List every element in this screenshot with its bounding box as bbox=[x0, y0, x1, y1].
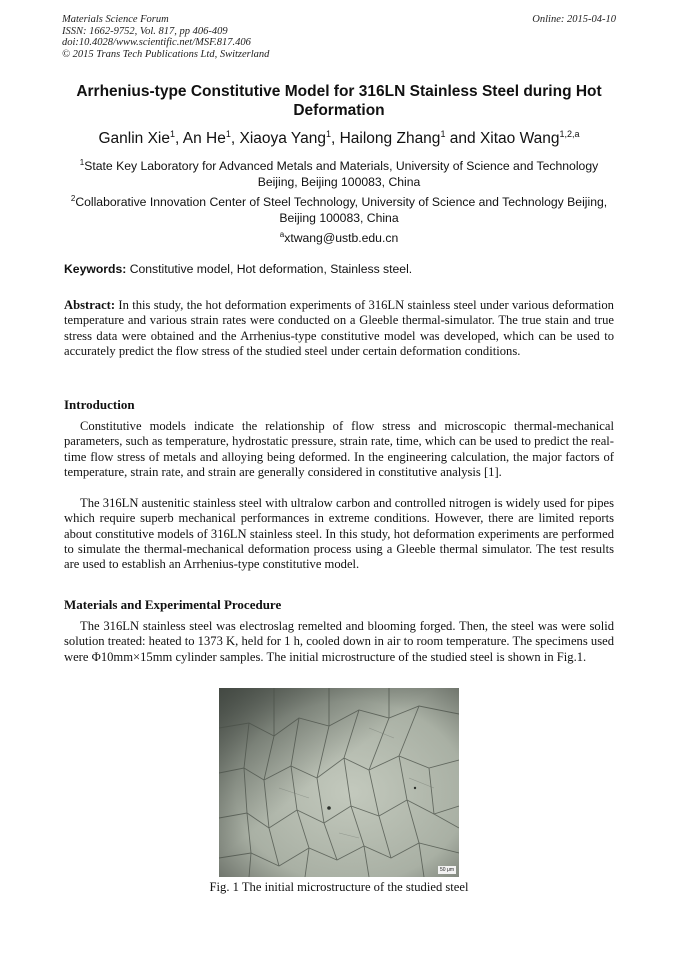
intro-paragraph-1: Constitutive models indicate the relationship of flow stress and microscopic thermal-mechanical parameters, such as temperature, hydrostatic pressure, strain rate, time, which can be used to predict the real-time flow stress of metals and alloying being deformed. In the engineering calculation, the major factors of temperature, strain rate, and strain are generally considered in constitutive analysis [1]. bbox=[64, 419, 614, 479]
journal-name: Materials Science Forum bbox=[62, 14, 169, 25]
scale-bar-label: 50 μm bbox=[440, 867, 454, 873]
micrograph-image bbox=[219, 688, 459, 877]
author-name: Xitao Wang bbox=[479, 130, 560, 148]
author-affiliation-mark: 1 bbox=[169, 129, 175, 139]
abstract-text: In this study, the hot deformation experiments of 316LN stainless steel under various deformation temperature and various strain rates were conducted on a Gleeble thermal-simulator. The true stain and true stress data were obtained and the Arrhenius-type constitutive model was developed, which can be used to accurately predict the flow stress of the studied steel under certain deformation conditions. bbox=[64, 298, 614, 358]
author-affiliation-mark: 1 bbox=[325, 129, 331, 139]
affiliation-2: $^2$Collaborative Innovation Center of Steel Technology, University of Science and Technology Beijing, Beijing 100083, China bbox=[70, 194, 608, 225]
microstructure-figure bbox=[219, 688, 459, 877]
author-affiliation-mark: 1 bbox=[440, 129, 446, 139]
intro-paragraph-2: The 316LN austenitic stainless steel with ultralow carbon and controlled nitrogen is widely used for pipes which require superb mechanical performances in extreme conditions. However, there are limited reports about constitutive models of 316LN stainless steel. In this study, hot deformation experiments are performed to simulate the thermal-mechanical deformation process using a Gleeble thermal simulator. The test results are used to establish an Arrhenius-type constitutive model. bbox=[64, 496, 614, 572]
abstract bbox=[64, 298, 614, 359]
doi-line: doi:10.4028/www.scientific.net/MSF.817.406 bbox=[62, 37, 251, 48]
author-affiliation-mark: 1 bbox=[225, 129, 231, 139]
keywords-label: Keywords: bbox=[64, 262, 127, 276]
author-list: Ganlin Xie$^1$, An He$^1$, Xiaoya Yang$^1$, Hailong Zhang$^1$ and Xitao Wang$^{1,2,a}$ bbox=[98, 129, 580, 148]
author-affiliation-mark: 1,2,a bbox=[559, 129, 580, 139]
author-name: Ganlin Xie bbox=[98, 130, 170, 148]
keywords-text: Constitutive model, Hot deformation, Stainless steel. bbox=[129, 262, 413, 276]
author-name: Xiaoya Yang bbox=[239, 130, 326, 148]
online-date: Online: 2015-04-10 bbox=[532, 14, 616, 25]
corresponding-email: $^a$xtwang@ustb.edu.cn bbox=[279, 230, 399, 246]
abstract-label: Abstract: bbox=[64, 298, 116, 312]
author-name: Hailong Zhang bbox=[339, 130, 441, 148]
author-name: An He bbox=[182, 130, 226, 148]
section-heading-introduction: Introduction bbox=[64, 397, 135, 412]
paper-title: Arrhenius-type Constitutive Model for 316LN Stainless Steel during Hot Deformation bbox=[76, 83, 602, 119]
keywords bbox=[64, 262, 614, 276]
running-header bbox=[62, 14, 616, 60]
figure-caption: Fig. 1 The initial microstructure of the studied steel bbox=[209, 880, 469, 894]
section-heading-materials: Materials and Experimental Procedure bbox=[64, 597, 282, 612]
issn-line: ISSN: 1662-9752, Vol. 817, pp 406-409 bbox=[62, 25, 228, 37]
materials-paragraph-1: The 316LN stainless steel was electroslag remelted and blooming forged. Then, the steel was were solid solution treated: heated to 1373 K, held for 1 h, cooled down in air to room temperature. The specimens used were Φ10mm×15mm cylinder samples. The initial microstructure of the studied steel is shown in Fig.1. bbox=[64, 619, 614, 664]
copyright-line: © 2015 Trans Tech Publications Ltd, Switzerland bbox=[62, 48, 270, 60]
affiliation-1: $^1$State Key Laboratory for Advanced Metals and Materials, University of Science and Technology Beijing, Beijing 100083, China bbox=[79, 158, 599, 189]
